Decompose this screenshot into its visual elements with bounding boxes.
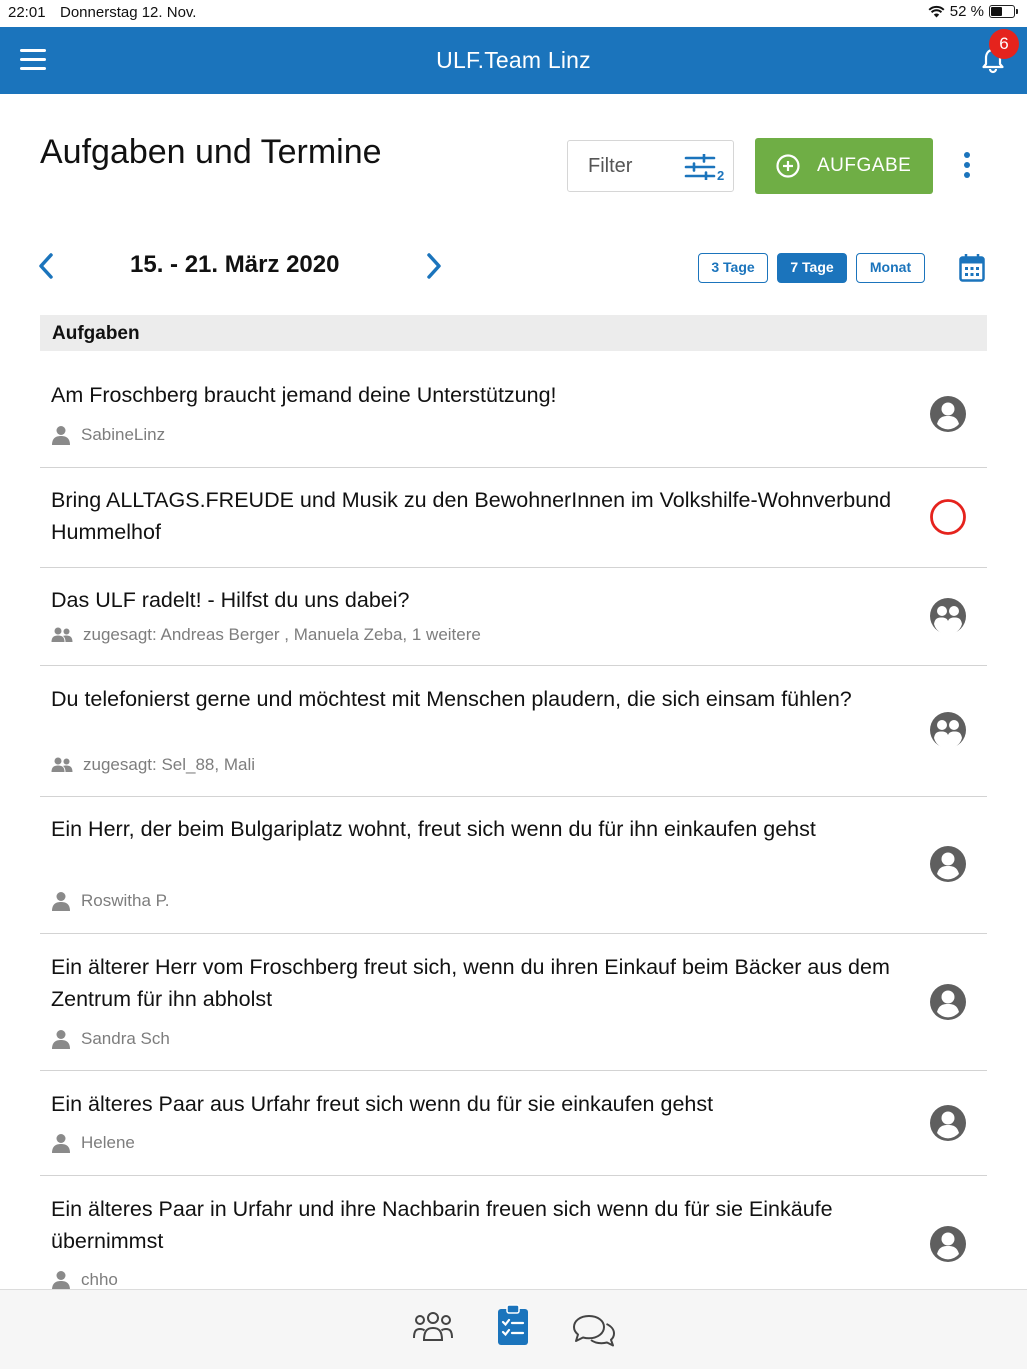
task-item[interactable] bbox=[40, 666, 987, 797]
status-time: 22:01 bbox=[8, 4, 46, 21]
task-meta-text: Helene bbox=[81, 1133, 135, 1152]
app-header bbox=[0, 27, 1027, 94]
task-meta bbox=[51, 1133, 135, 1153]
section-title: Aufgaben bbox=[52, 323, 140, 344]
task-meta-text: zugesagt: Andreas Berger , Manuela Zeba, 1 weitere bbox=[83, 625, 481, 644]
task-meta-text: chho bbox=[81, 1270, 118, 1289]
person-circle-icon bbox=[929, 395, 967, 433]
group-circle-icon bbox=[929, 711, 967, 749]
battery-percent: 52 % bbox=[949, 3, 984, 20]
filter-button[interactable] bbox=[567, 140, 734, 192]
plus-circle-icon bbox=[775, 153, 801, 179]
task-meta-text: SabineLinz bbox=[81, 425, 166, 444]
people-icon[interactable] bbox=[412, 1310, 454, 1346]
task-item[interactable] bbox=[40, 468, 987, 568]
bottom-tab-bar bbox=[0, 1289, 1027, 1369]
task-meta-text: Sandra Sch bbox=[81, 1029, 170, 1048]
task-title: Bring ALLTAGS.FREUDE und Musik zu den BewohnerInnen im Volkshilfe-Wohnverbund Hummelhof bbox=[51, 488, 892, 544]
task-title: Das ULF radelt! - Hilfst du uns dabei? bbox=[51, 588, 410, 612]
filter-count: 2 bbox=[717, 168, 725, 183]
person-circle-icon bbox=[929, 845, 967, 883]
task-title: Du telefonierst gerne und möchtest mit Menschen plaudern, die sich einsam fühlen? bbox=[51, 687, 852, 711]
task-title: Ein älteres Paar aus Urfahr freut sich wenn du für sie einkaufen gehst bbox=[51, 1092, 714, 1116]
task-meta bbox=[51, 425, 165, 445]
status-right bbox=[928, 3, 1015, 20]
person-icon bbox=[51, 425, 71, 445]
person-circle-icon bbox=[929, 983, 967, 1021]
task-title: Ein älterer Herr vom Froschberg freut sich, wenn du ihren Einkauf beim Bäcker aus dem Zentrum für ihn abholst bbox=[51, 955, 890, 1011]
person-icon bbox=[51, 891, 71, 911]
clipboard-list-icon[interactable] bbox=[497, 1304, 529, 1346]
view-3-days-button[interactable]: 3 Tage bbox=[698, 253, 768, 283]
group-icon bbox=[51, 757, 73, 773]
person-icon bbox=[51, 1270, 71, 1290]
task-item[interactable] bbox=[40, 797, 987, 934]
group-circle-icon bbox=[929, 597, 967, 635]
page-title: Aufgaben und Termine bbox=[40, 133, 382, 171]
task-title: Ein Herr, der beim Bulgariplatz wohnt, freut sich wenn du für ihn einkaufen gehst bbox=[51, 817, 816, 841]
chevron-right-icon[interactable] bbox=[424, 252, 444, 280]
section-header bbox=[40, 315, 987, 351]
task-meta bbox=[51, 1270, 118, 1290]
task-item[interactable] bbox=[40, 934, 987, 1071]
calendar-icon[interactable] bbox=[959, 253, 985, 283]
task-item[interactable] bbox=[40, 568, 987, 666]
person-icon bbox=[51, 1029, 71, 1049]
task-item[interactable] bbox=[40, 1071, 987, 1176]
task-item[interactable] bbox=[40, 1176, 987, 1306]
group-icon bbox=[51, 627, 73, 643]
filter-label: Filter bbox=[588, 155, 633, 177]
person-circle-icon bbox=[929, 1225, 967, 1263]
task-title: Ein älteres Paar in Urfahr und ihre Nachbarin freuen sich wenn du für sie Einkäufe übernimmst bbox=[51, 1197, 833, 1253]
chevron-left-icon[interactable] bbox=[36, 252, 56, 280]
task-meta bbox=[51, 891, 170, 911]
wifi-icon bbox=[928, 5, 945, 18]
task-meta bbox=[51, 1029, 170, 1049]
task-meta bbox=[51, 755, 255, 775]
status-bar bbox=[0, 0, 1027, 26]
task-meta-text: zugesagt: Sel_88, Mali bbox=[83, 755, 255, 774]
task-title: Am Froschberg braucht jemand deine Unterstützung! bbox=[51, 383, 557, 407]
add-task-label: AUFGABE bbox=[817, 155, 912, 176]
task-item[interactable] bbox=[40, 352, 987, 468]
battery-icon bbox=[989, 5, 1015, 18]
view-month-button[interactable]: Monat bbox=[856, 253, 925, 283]
sliders-icon bbox=[684, 154, 716, 180]
task-meta-text: Roswitha P. bbox=[81, 891, 170, 910]
more-options-icon[interactable] bbox=[958, 152, 976, 182]
add-task-button[interactable] bbox=[755, 138, 933, 194]
empty-circle-icon bbox=[929, 498, 967, 536]
task-meta bbox=[51, 625, 481, 645]
view-7-days-button[interactable]: 7 Tage bbox=[777, 253, 847, 283]
person-circle-icon bbox=[929, 1104, 967, 1142]
notification-badge[interactable]: 6 bbox=[989, 29, 1019, 59]
app-title: ULF.Team Linz bbox=[436, 47, 591, 73]
status-date: Donnerstag 12. Nov. bbox=[60, 4, 197, 21]
date-range: 15. - 21. März 2020 bbox=[130, 251, 340, 278]
person-icon bbox=[51, 1133, 71, 1153]
chat-bubbles-icon[interactable] bbox=[572, 1314, 616, 1348]
